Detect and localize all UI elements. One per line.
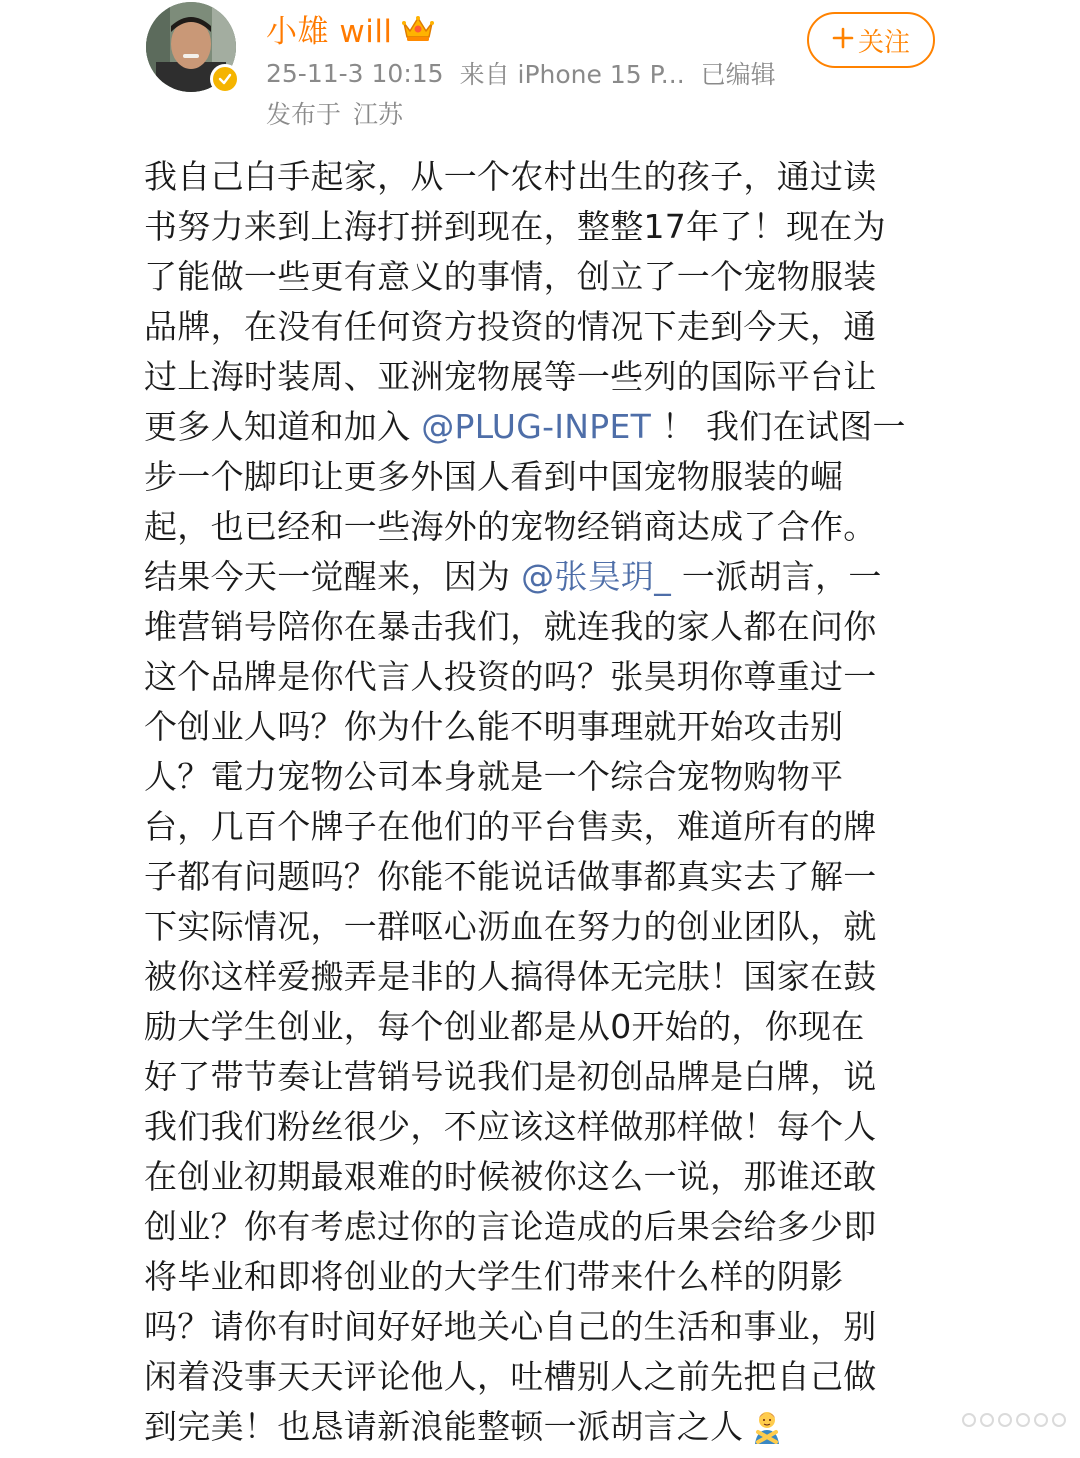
avatar[interactable] xyxy=(146,2,236,92)
watermark-dot xyxy=(1034,1413,1048,1427)
post-location xyxy=(266,96,403,130)
post-text: 结果今天一觉醒来，因为 xyxy=(144,557,522,596)
post-line: 我自己白手起家，从一个农村出生的孩子，通过读 xyxy=(144,157,877,196)
post-line: 过上海时装周、亚洲宠物展等一些列的国际平台让 xyxy=(144,357,877,396)
post-text: ！ 我们在试图一 xyxy=(651,407,906,446)
post-line xyxy=(144,402,934,452)
post-line: 将毕业和即将创业的大学生们带来什么样的阴影 xyxy=(144,1257,844,1296)
post-line: 这个品牌是你代言人投资的吗？张昊玥你尊重过一 xyxy=(144,657,877,696)
post-meta xyxy=(266,56,776,90)
follow-button[interactable] xyxy=(807,12,935,68)
post-line: 了能做一些更有意义的事情，创立了一个宠物服装 xyxy=(144,257,877,296)
post-text: 到完美！也恳请新浪能整顿一派胡言之人 xyxy=(144,1407,744,1446)
post-line: 品牌，在没有任何资方投资的情况下走到今天，通 xyxy=(144,307,877,346)
post-source[interactable]: 来自 iPhone 15 P... xyxy=(459,60,685,89)
location-label: 发布于 xyxy=(266,100,342,129)
watermark-dot xyxy=(998,1413,1012,1427)
post-line: 我们我们粉丝很少，不应该这样做那样做！每个人 xyxy=(144,1107,877,1146)
post-line: 创业？你有考虑过你的言论造成的后果会给多少即 xyxy=(144,1207,877,1246)
post-line xyxy=(144,1402,934,1452)
verified-badge-icon xyxy=(210,64,240,94)
post-line: 子都有问题吗？你能不能说话做事都真实去了解一 xyxy=(144,857,877,896)
username-row xyxy=(266,6,435,50)
plus-icon xyxy=(832,25,854,55)
post-line: 人？電力宠物公司本身就是一个综合宠物购物平 xyxy=(144,757,844,796)
watermark-dot xyxy=(1052,1413,1066,1427)
location-value: 江苏 xyxy=(353,100,404,129)
post-line: 下实际情况，一群呕心沥血在努力的创业团队，就 xyxy=(144,907,877,946)
watermark-dot xyxy=(962,1413,976,1427)
post-line: 好了带节奏让营销号说我们是初创品牌是白牌，说 xyxy=(144,1057,877,1096)
mention-link-plug-inpet[interactable]: @PLUG-INPET xyxy=(421,407,652,446)
post-text: 一派胡言，一 xyxy=(671,557,882,596)
post-line: 个创业人吗？你为什么能不明事理就开始攻击别 xyxy=(144,707,844,746)
post-text: 更多人知道和加入 xyxy=(144,407,422,446)
post-header xyxy=(0,0,1080,140)
mention-link-user[interactable]: @张昊玥_ xyxy=(521,557,672,596)
follow-button-label: 关注 xyxy=(857,27,910,58)
post-line: 闲着没事天天评论他人，吐槽别人之前先把自己做 xyxy=(144,1357,877,1396)
watermark xyxy=(926,1406,1066,1434)
person-gesturing-no-emoji xyxy=(749,1408,785,1444)
post-line: 堆营销号陪你在暴击我们，就连我的家人都在问你 xyxy=(144,607,877,646)
username[interactable]: 小雄 will xyxy=(266,13,393,50)
watermark-dot xyxy=(980,1413,994,1427)
post-line: 起，也已经和一些海外的宠物经销商达成了合作。 xyxy=(144,507,877,546)
post-line: 被你这样爱搬弄是非的人搞得体无完肤！国家在鼓 xyxy=(144,957,877,996)
crown-icon[interactable] xyxy=(401,13,435,43)
edited-label[interactable]: 已编辑 xyxy=(700,60,776,89)
post-line: 书努力来到上海打拼到现在，整整17年了！现在为 xyxy=(144,207,886,246)
post-content xyxy=(144,152,934,1452)
watermark-dot xyxy=(1016,1413,1030,1427)
post-line: 台，几百个牌子在他们的平台售卖，难道所有的牌 xyxy=(144,807,877,846)
post-timestamp: 25-11-3 10:15 xyxy=(266,58,444,88)
post-line xyxy=(144,552,934,602)
post-line: 步一个脚印让更多外国人看到中国宠物服装的崛 xyxy=(144,457,844,496)
post-line: 励大学生创业，每个创业都是从0开始的，你现在 xyxy=(144,1007,865,1046)
post-line: 在创业初期最艰难的时候被你这么一说，那谁还敢 xyxy=(144,1157,877,1196)
post-line: 吗？请你有时间好好地关心自己的生活和事业，别 xyxy=(144,1307,877,1346)
